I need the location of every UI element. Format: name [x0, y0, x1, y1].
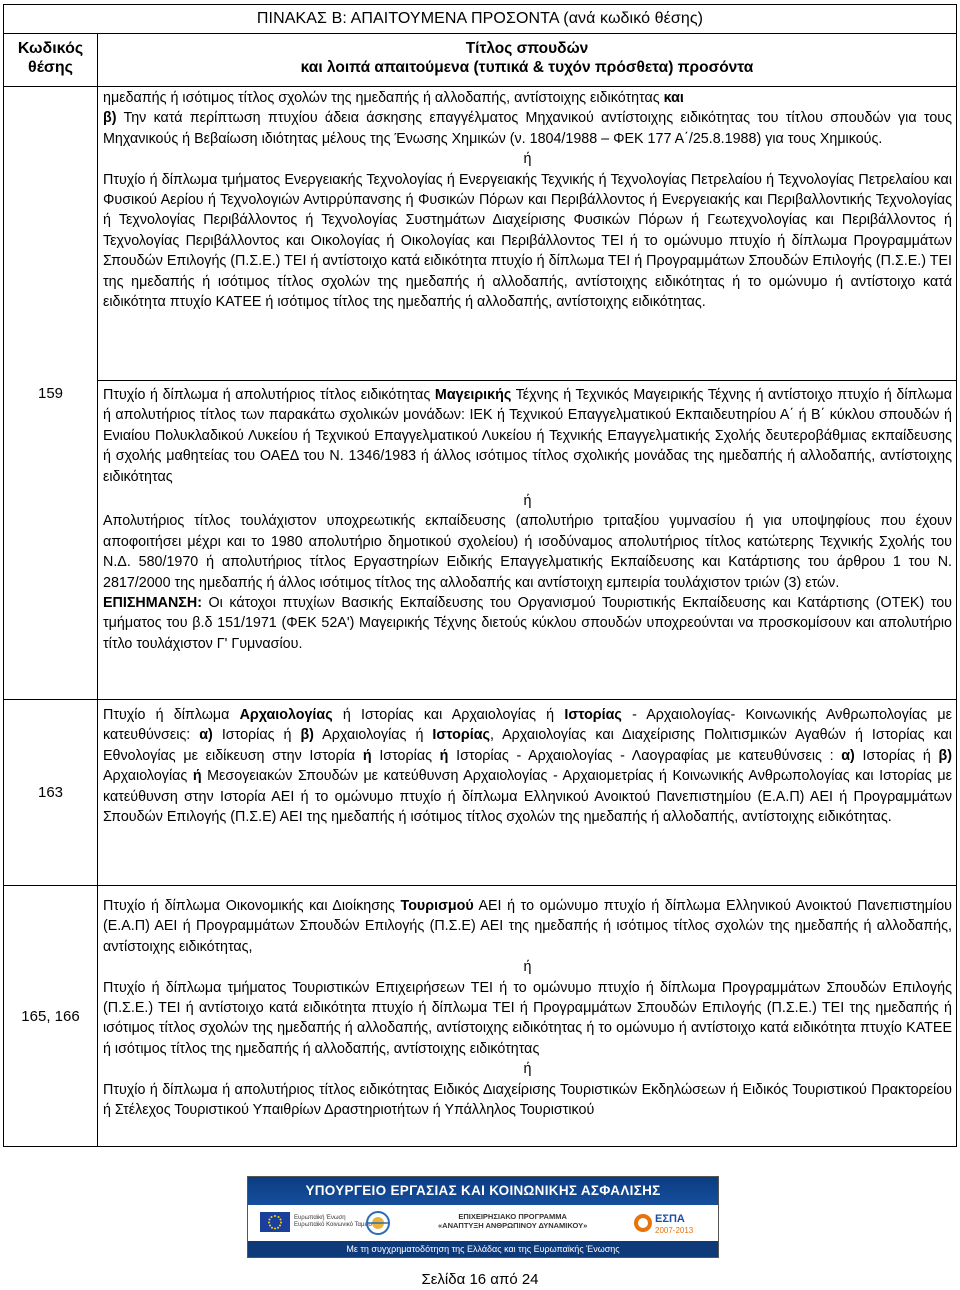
table-row — [4, 700, 957, 886]
bold-run: και — [663, 90, 684, 106]
text-run: Την κατά περίπτωση πτυχίου άδεια άσκησης επαγγέλματος Μηχανικού αντίστοιχης ειδικότητας του τίτλου σπουδών για τους Μηχανικούς ή Βεβαίωση ιδιότητας μέλους της Ένωσης Χημικών (ν. 1804/1988 – ΦΕΚ 177 Α΄/25.8.1988) για τους Χημικούς. — [103, 110, 952, 147]
row-content — [98, 381, 957, 700]
table-banner-row — [4, 5, 957, 34]
header-code-line2: θέσης — [28, 59, 73, 76]
paragraph: Απολυτήριος τίτλος τουλάχιστον υποχρεωτικής εκπαίδευσης (απολυτήριο τριταξίου γυμνασίου ή για υποψηφίους που έχουν αποφοιτήσει μέχρι και το 1980 απολυτήριο δημοτικού σχολείου) ή ισοδύναμος απολυτήριος τίτλος κατώτερης Τεχνικής Σχολής του Ν.Δ. 580/1970 ή απολυτήριος τίτλος Εργαστηρίων Ειδικής Επαγγελματικής Εκπαίδευσης και Κατάρτισης του άρθρου 1 του Ν. 2817/2000 της ημεδαπής ή άλλος ισότιμος τίτλος της αλλοδαπής και αντίστοιχη εμπειρία τουλάχιστον τριών (3) ετών. — [103, 513, 952, 591]
row-content — [98, 700, 957, 886]
row-code: 159 — [4, 87, 98, 700]
or-separator: ή — [523, 959, 532, 976]
cofunding-caption: Με τη συγχρηματοδότηση της Ελλάδας και της Ευρωπαϊκής Ένωσης — [248, 1241, 718, 1257]
paragraph — [103, 385, 952, 487]
olympic-emblem-icon — [353, 1210, 403, 1236]
table-row — [4, 381, 957, 700]
row-code: 163 — [4, 700, 98, 886]
bold-run: β) — [103, 110, 117, 127]
row-content — [98, 87, 957, 381]
paragraph: Πτυχίο ή δίπλωμα τμήματος Τουριστικών Επιχειρήσεων ΤΕΙ ή το ομώνυμο πτυχίο ή δίπλωμα Προγραμμάτων Σπουδών Επιλογής (Π.Σ.Ε.) ΤΕΙ ή αντίστοιχο κατά ειδικότητα πτυχίο ή δίπλωμα ΤΕΙ ή Προγραμμάτων Σπουδών Επιλογής (Π.Σ.Ε.) ΤΕΙ της ημεδαπής ή ισότιμος τίτλος σχολών της ημεδαπής ή αλλοδαπής, αντίστοιχης ειδικότητας ή το ομώνυμο ή αντίστοιχο κατά ειδικότητα πτυχίο ΚΑΤΕΕ ή ισότιμος τίτλος της ημεδαπής ή αλλοδαπής, αντίστοιχης ειδικότητας — [103, 979, 952, 1057]
page-number: Σελίδα 16 από 24 — [421, 1271, 539, 1288]
table-header-row — [4, 34, 957, 87]
or-separator: ή — [523, 1061, 532, 1078]
or-separator: ή — [523, 151, 532, 168]
bold-run: Μαγειρικής — [434, 387, 512, 403]
qualifications-table — [3, 4, 957, 1147]
svg-text:2007-2013: 2007-2013 — [655, 1226, 694, 1235]
paragraph: Πτυχίο ή δίπλωμα Αρχαιολογίας ή Ιστορίας και Αρχαιολογίας ή Ιστορίας - Αρχαιολογίας- Κοινωνικής Ανθρωπολογίας με κατευθύνσεις: α) Ιστορίας ή β) Αρχαιολογίας ή Ιστορίας, Αρχαιολογίας και Διαχείρισης Πολιτισμικών Αγαθών ή Ιστορίας και Εθνολογίας με ειδίκευση στην Ιστορία ή Ιστορίας ή Ιστορίας - Αρχαιολογίας - Λαογραφίας με κατευθύνσεις : α) Ιστορίας ή β) Αρχαιολογίας ή Μεσογειακών Σπουδών με κατεύθυνση Αρχαιολογίας - Αρχαιομετρίας ή Κοινωνικής Ανθρωπολογίας και Ιστορίας με κατεύθυνση στην Ιστορία ΑΕΙ ή το ομώνυμο πτυχίο ή δίπλωμα Ελληνικού Ανοικτού Πανεπιστημίου (Ε.Α.Π) ΑΕΙ ή Προγραμμάτων Σπουδών Επιλογής (Π.Σ.Ε) ΑΕΙ της ημεδαπής ή ισότιμος τίτλος σχολών της ημεδαπής ή αλλοδαπής, αντίστοιχης ειδικότητας. — [103, 707, 953, 826]
logos-strip — [248, 1205, 718, 1241]
programme-title: ΕΠΙΧΕΙΡΗΣΙΑΚΟ ΠΡΟΓΡΑΜΜΑ «ΑΝΑΠΤΥΞΗ ΑΝΘΡΩΠΙΝΟΥ ΔΥΝΑΜΙΚΟΥ» — [438, 1212, 588, 1230]
paragraph — [103, 593, 952, 654]
text-run: ημεδαπής ή ισότιμος τίτλος σχολών της ημεδαπής ή αλλοδαπής, αντίστοιχης ειδικότητας — [103, 90, 664, 106]
eu-caption: Ευρωπαϊκή Ένωση Ευρωπαϊκό Κοινωνικό Ταμείο — [294, 1215, 372, 1228]
text-run: Οι κάτοχοι πτυχίων Βασικής Εκπαίδευσης του Οργανισμού Τουριστικής Εκπαίδευσης και Κατάρτισης (ΟΤΕΚ) του τμήματος του β.δ 151/1971 (ΦΕΚ 52Α') Μαγειρικής Τέχνης διετούς κύκλου σπουδών υποχρεούνται να προσκομίσουν και απολυτήριο τίτλο τουλάχιστον Γ' Γυμνασίου. — [103, 595, 952, 652]
header-title — [98, 34, 957, 87]
paragraph: Πτυχίο ή δίπλωμα Οικονομικής και Διοίκησης Τουρισμού ΑΕΙ ή το ομώνυμο πτυχίο ή δίπλωμα Ελληνικού Ανοικτού Πανεπιστημίου (Ε.Α.Π) ΑΕΙ ή Προγραμμάτων Σπουδών Επιλογής (Π.Σ.Ε) ΑΕΙ της ημεδαπής ή ισότιμος τίτλος σχολών της ημεδαπής ή αλλοδαπής, αντίστοιχης ειδικότητας, — [103, 898, 952, 955]
text-run: Τέχνης ή Τεχνικός Μαγειρικής Τέχνης ή αντίστοιχο πτυχίο ή δίπλωμα ή απολυτήριος τίτλος των παρακάτω σχολικών μονάδων: ΙΕΚ ή Τεχνικού Επαγγελματικού Εκπαιδευτηρίου Α΄ ή Β΄ κύκλου σπουδών ή Ενιαίου Πολυκλαδικού Λυκείου ή Τεχνικού Επαγγελματικού Λυκείου ή Τεχνικής Επαγγελματικής Σχολής δευτεροβάθμιας εκπαίδευσης ή σχολής μαθητείας του ΟΑΕΔ του Ν. 1346/1983 ή άλλος ισότιμος τίτλος σχολικής μονάδας της ημεδαπής ή αλλοδαπής, αντίστοιχης ειδικότητας — [103, 387, 952, 485]
row-code: 165, 166 — [4, 886, 98, 1147]
or-separator: ή — [523, 493, 532, 510]
bold-run: ΕΠΙΣΗΜΑΝΣΗ: — [103, 595, 202, 612]
paragraph: Πτυχίο ή δίπλωμα ή απολυτήριος τίτλος ειδικότητας Ειδικός Διαχείρισης Τουριστικών Εκδηλώσεων ή Ειδικός Τουριστικού Πρακτορείου ή Στέλεχος Τουριστικού Υπαιθρίων Δραστηριοτήτων ή Υπάλληλος Τουριστικού — [103, 1081, 952, 1119]
header-code-line1: Κωδικός — [17, 40, 84, 57]
paragraph: Πτυχίο ή δίπλωμα τμήματος Ενεργειακής Τεχνολογίας ή Ενεργειακής Τεχνικής ή Τεχνολογίας Πετρελαίου ή Τεχνολογίας Πετρελαίου και Φυσικού Αερίου ή Τεχνολογιών Αντιρρύπανσης ή Φυσικών Πόρων και Περιβάλλοντος ή Ενεργειακής και Περιβαλλοντικής Τεχνολογίας ή Τεχνολογίας Περιβάλλοντος ή Τεχνολογίας Συστημάτων Διαχείρισης Φυσικών Πόρων ή Γεωτεχνολογίας και Περιβάλλοντος ή Τεχνολογίας Περιβάλλοντος και Οικολογίας ή Οικολογίας και Περιβάλλοντος ΤΕΙ ή το ομώνυμο πτυχίο ή δίπλωμα Προγραμμάτων Σπουδών Επιλογής (Π.Σ.Ε.) ΤΕΙ ή αντίστοιχο κατά ειδικότητα πτυχίο ή δίπλωμα ΤΕΙ ή Προγραμμάτων Σπουδών Επιλογής (Π.Σ.Ε.) ΤΕΙ της ημεδαπής ή ισότιμος τίτλος σχολών της ημεδαπής ή αλλοδαπής, αντίστοιχης ειδικότητας ή το ομώνυμο ή αντίστοιχο κατά ειδικότητα πτυχίο ΚΑΤΕΕ ή ισότιμος τίτλος της ημεδαπής ή αλλοδαπής, αντίστοιχης ειδικότητας. — [103, 171, 952, 311]
svg-text:ΕΣΠΑ: ΕΣΠΑ — [655, 1213, 685, 1225]
table-banner: ΠΙΝΑΚΑΣ Β: ΑΠΑΙΤΟΥΜΕΝΑ ΠΡΟΣΟΝΤΑ (ανά κωδικό θέσης) — [4, 5, 957, 34]
text-run: Πτυχίο ή δίπλωμα ή απολυτήριος τίτλος ειδικότητας — [103, 387, 435, 403]
funding-banner — [247, 1176, 719, 1258]
ministry-title: ΥΠΟΥΡΓΕΙΟ ΕΡΓΑΣΙΑΣ ΚΑΙ ΚΟΙΝΩΝΙΚΗΣ ΑΣΦΑΛΙΣΗΣ — [248, 1177, 718, 1205]
row-content — [98, 886, 957, 1147]
table-row — [4, 87, 957, 381]
header-title-line2: και λοιπά απαιτούμενα (τυπικά & τυχόν πρόσθετα) προσόντα — [300, 59, 754, 76]
header-title-line1: Τίτλος σπουδών — [465, 40, 589, 57]
espa-logo-icon — [633, 1208, 703, 1238]
header-code — [4, 34, 98, 87]
paragraph — [103, 88, 952, 149]
eu-flag-icon — [260, 1212, 290, 1232]
table-row — [4, 886, 957, 1147]
